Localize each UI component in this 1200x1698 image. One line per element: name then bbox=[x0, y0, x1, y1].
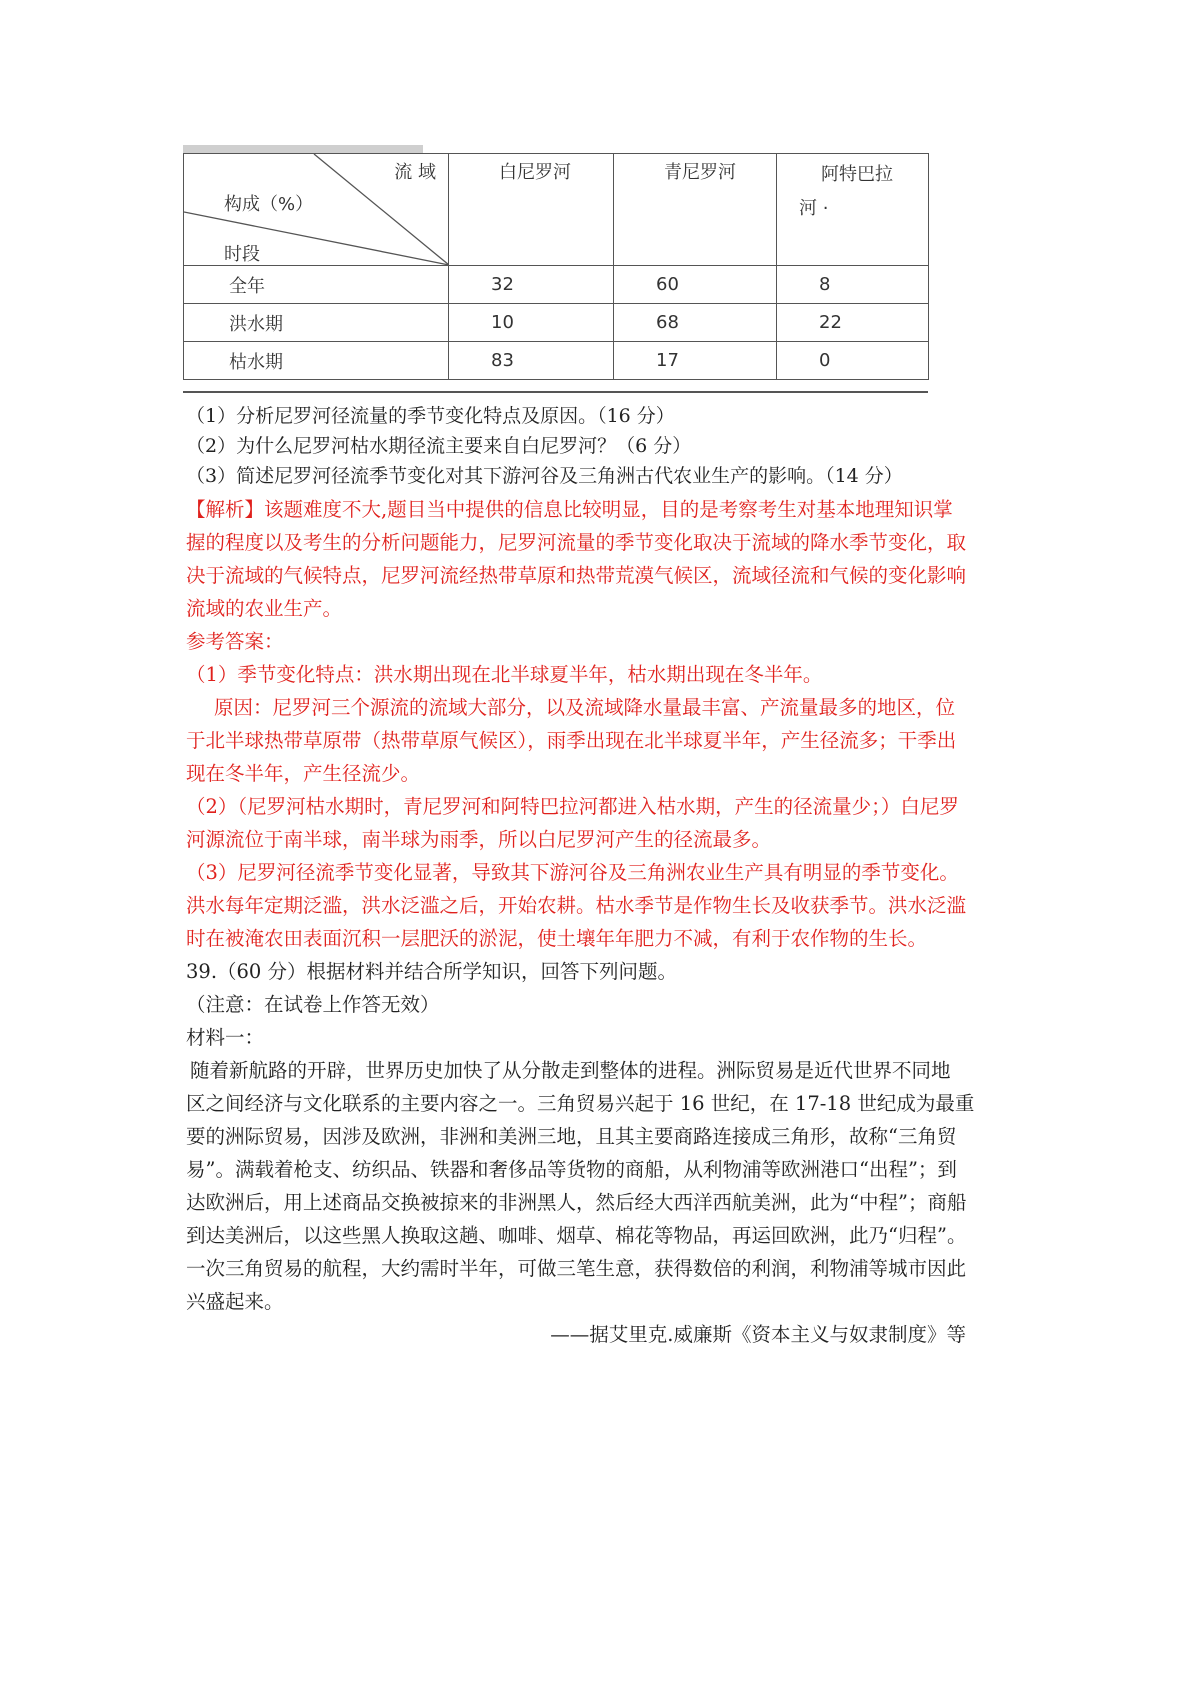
analysis-line: 握的程度以及考生的分析问题能力，尼罗河流量的季节变化取决于流域的降水季节变化，取 bbox=[186, 531, 967, 554]
material-line: 易”。满载着枪支、纺织品、铁器和奢侈品等货物的商船，从利物浦等欧洲港口“出程”；到 bbox=[186, 1158, 957, 1181]
material-line: 随着新航路的开辟，世界历史加快了从分散走到整体的进程。洲际贸易是近代世界不同地 bbox=[190, 1059, 951, 1082]
question-item: （3）简述尼罗河径流季节变化对其下游河谷及三角洲古代农业生产的影响。（14 分） bbox=[186, 465, 903, 487]
analysis-line: 流域的农业生产。 bbox=[186, 597, 343, 620]
material-line: 兴盛起来。 bbox=[186, 1290, 284, 1313]
question-39-block bbox=[186, 955, 1036, 1351]
material-line: 区之间经济与文化联系的主要内容之一。三角贸易兴起于 16 世纪，在 17-18 世纪成为最重 bbox=[186, 1092, 975, 1115]
table-header-row bbox=[184, 154, 929, 266]
q39-line: （注意：在试卷上作答无效） bbox=[186, 993, 440, 1016]
row-label: 枯水期 bbox=[184, 342, 449, 380]
answer-line: 洪水每年定期泛滥，洪水泛滥之后，开始农耕。枯水季节是作物生长及收获季节。洪水泛滥 bbox=[186, 894, 967, 917]
table-row bbox=[184, 304, 929, 342]
table-cell: 60 bbox=[614, 266, 777, 304]
table-row bbox=[184, 342, 929, 380]
analysis-line: 决于流域的气候特点，尼罗河流经热带草原和热带荒漠气候区，流域径流和气候的变化影响 bbox=[186, 564, 967, 587]
material-line: 要的洲际贸易，因涉及欧洲，非洲和美洲三地，且其主要商路连接成三角形，故称“三角贸 bbox=[186, 1125, 957, 1148]
table-cell: 8 bbox=[777, 266, 929, 304]
answer-line: 于北半球热带草原带（热带草原气候区），雨季出现在北半球夏半年，产生径流多；干季出 bbox=[186, 729, 957, 752]
material-line: 到达美洲后，以这些黑人换取这趟、咖啡、烟草、棉花等物品，再运回欧洲，此乃“归程”。 bbox=[186, 1224, 967, 1247]
diagonal-header-cell bbox=[184, 154, 449, 266]
header-basin-label: 流 域 bbox=[394, 162, 436, 183]
table-cell: 17 bbox=[614, 342, 777, 380]
citation-line: ——据艾里克.威廉斯《资本主义与奴隶制度》等 bbox=[550, 1323, 966, 1346]
table-cell: 22 bbox=[777, 304, 929, 342]
analysis-line: 【解析】该题难度不大,题目当中提供的信息比较明显，目的是考察考生对基本地理知识掌 bbox=[186, 498, 953, 521]
header-blue-nile: 青尼罗河 bbox=[614, 154, 777, 266]
answer-line: 河源流位于南半球，南半球为雨季，所以白尼罗河产生的径流最多。 bbox=[186, 828, 772, 851]
row-label: 全年 bbox=[184, 266, 449, 304]
answer-line: （1）季节变化特点：洪水期出现在北半球夏半年，枯水期出现在冬半年。 bbox=[186, 663, 823, 686]
table-cell: 10 bbox=[449, 304, 614, 342]
answer-line: （2）（尼罗河枯水期时，青尼罗河和阿特巴拉河都进入枯水期，产生的径流量少；）白尼罗 bbox=[186, 795, 959, 818]
runoff-table bbox=[183, 145, 928, 393]
questions-block bbox=[186, 401, 1036, 491]
row-label: 洪水期 bbox=[184, 304, 449, 342]
q39-line: 材料一： bbox=[186, 1026, 265, 1049]
header-white-nile: 白尼罗河 bbox=[449, 154, 614, 266]
table-cell: 83 bbox=[449, 342, 614, 380]
table-cell: 0 bbox=[777, 342, 929, 380]
analysis-block bbox=[186, 493, 1036, 955]
header-period-label: 时段 bbox=[224, 244, 260, 265]
header-atbara: 阿特巴拉 河 · bbox=[777, 154, 929, 266]
answer-line: 原因：尼罗河三个源流的流域大部分，以及流域降水量最丰富、产流量最多的地区，位 bbox=[214, 696, 956, 719]
table-cell: 32 bbox=[449, 266, 614, 304]
answer-line: 时在被淹农田表面沉积一层肥沃的淤泥，使土壤年年肥力不减，有利于农作物的生长。 bbox=[186, 927, 928, 950]
answer-line: 现在冬半年，产生径流少。 bbox=[186, 762, 421, 785]
answer-line: （3）尼罗河径流季节变化显著，导致其下游河谷及三角洲农业生产具有明显的季节变化。 bbox=[186, 861, 959, 884]
table-row bbox=[184, 266, 929, 304]
material-line: 一次三角贸易的航程，大约需时半年，可做三笔生意，获得数倍的利润，利物浦等城市因此 bbox=[186, 1257, 967, 1280]
q39-line: 39.（60 分）根据材料并结合所学知识，回答下列问题。 bbox=[186, 960, 678, 983]
table-top-strip bbox=[183, 145, 423, 153]
question-item: （1）分析尼罗河径流量的季节变化特点及原因。（16 分） bbox=[186, 405, 675, 427]
table-cell: 68 bbox=[614, 304, 777, 342]
answer-heading: 参考答案： bbox=[186, 630, 284, 653]
material-line: 达欧洲后，用上述商品交换被掠来的非洲黑人，然后经大西洋西航美洲，此为“中程”；商船 bbox=[186, 1191, 967, 1214]
question-item: （2）为什么尼罗河枯水期径流主要来自白尼罗河？（6 分） bbox=[186, 435, 692, 457]
runoff-composition-table bbox=[183, 153, 929, 380]
header-composition-label: 构成（%） bbox=[224, 194, 314, 215]
